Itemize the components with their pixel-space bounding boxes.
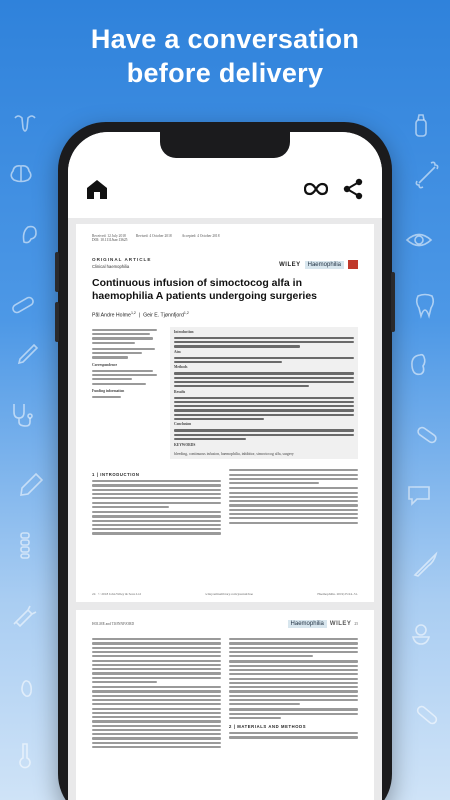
pipette-icon [12,340,42,377]
app-screen [68,132,382,800]
abstract [170,327,358,459]
headline [0,22,450,90]
abstract-aim-label: Aim [174,349,181,354]
doi: DOI: 10.1111/hae.13625 [92,238,128,242]
journal-name: Haemophilia [288,620,327,628]
bandage-icon [412,700,442,737]
pen-icon [16,470,46,507]
page-header [92,620,358,628]
page-number: 24 [92,592,96,596]
kidney-icon [406,350,436,387]
journal-name: Haemophilia [305,261,344,269]
received-date: Received: 12 July 2018 [92,234,126,238]
correspondence-heading: Correspondence [92,362,118,367]
notch [160,132,290,158]
article-title: Continuous infusion of simoctocog alfa in haemophilia A patients undergoing surgeries [92,277,318,302]
publisher-name: WILEY [279,261,301,268]
journal-branding [279,260,358,269]
stethoscope-icon [6,400,36,437]
article-authors: Pål Andre Holme$^{1,2}$ | Geir E. Tjønnfjord$^{1,2}$ [92,311,189,319]
baby-bottle-icon [406,110,436,147]
pills-icon [412,420,442,457]
headline-line1: Have a conversation [90,24,360,54]
syringe-icon [8,600,38,637]
page-number: 25 [354,622,358,626]
body-columns [92,467,358,537]
bandage-icon [8,290,38,327]
author-1-affil: 1,2 [130,311,136,315]
author-2-affil: 1,2 [183,311,189,315]
tooth-icon [410,290,440,327]
foot-icon [14,670,44,707]
ear-icon [14,220,44,257]
thermometer-icon [10,740,40,777]
spine-icon [10,530,40,567]
link-icon[interactable] [304,182,328,201]
phone-frame [58,122,392,800]
intro-heading: 1 | INTRODUCTION [92,472,140,478]
uterus-icon [10,110,40,147]
volume-button [55,252,59,292]
running-head: HOLME and TJØNNFJORD [92,622,135,626]
journal-url: wileyonlinelibrary.com/journal/hae [205,592,253,596]
accepted-date: Accepted: 4 October 2018 [181,234,220,238]
bone-icon [412,160,442,197]
article-type: ORIGINAL ARTICLE [92,257,152,262]
affiliations-column [92,327,164,459]
author-1: Pål Andre Holme [92,312,131,319]
body-column-right [229,467,358,537]
author-2: Geir E. Tjønnfjord [143,312,184,319]
brain-icon [6,160,36,197]
volume-button [55,302,59,342]
body-columns [92,636,358,750]
body-column-left [92,467,221,537]
copyright: © 2018 John Wiley & Sons Ltd [97,592,141,596]
body-column-right [229,636,358,750]
chat-bubble-icon [404,480,434,517]
eye-icon [404,225,434,262]
abstract-intro-label: Introduction [174,329,194,334]
scalpel-icon [410,550,440,587]
page-footer [92,592,358,596]
article-subject: Clinical haemophilia [92,264,130,269]
journal-logo [348,260,358,269]
app-toolbar [68,132,382,218]
abstract-methods-label: Methods [174,365,188,370]
methods-heading: 2 | MATERIALS AND METHODS [229,724,307,730]
pacifier-icon [406,620,436,657]
citation: Haemophilia. 2019;25:24–31. [317,592,358,596]
abstract-block [92,327,358,459]
keywords-label: KEYWORDS [174,443,196,448]
headline-line2: before delivery [126,58,324,88]
abstract-conclusion-label: Conclusion [174,422,192,427]
body-column-left [92,636,221,750]
publisher-name: WILEY [329,621,352,627]
share-icon[interactable] [342,178,364,205]
revised-date: Revised: 4 October 2018 [135,234,172,238]
abstract-results-label: Results [174,389,186,394]
pdf-page-1[interactable] [76,224,374,602]
funding-heading: Funding information [92,388,125,393]
power-button [391,272,395,332]
keywords: bleeding, continuous infusion, haemophilia, inhibitor, simoctocog alfa, surgery [174,452,294,457]
pdf-page-2[interactable] [76,610,374,800]
home-icon[interactable] [86,178,108,205]
